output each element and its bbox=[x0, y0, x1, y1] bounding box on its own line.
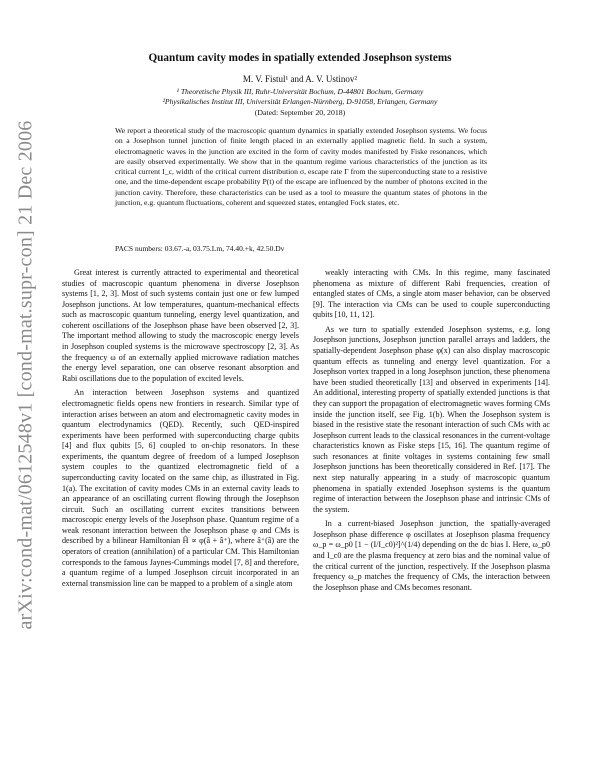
paper-title: Quantum cavity modes in spatially extended Josephson systems bbox=[148, 52, 452, 64]
abstract: We report a theoretical study of the macroscopic quantum dynamics in spatially extended Josephson systems. We focus on a Josephson tunnel junction of finite length placed in an externally applied magnetic field. In such a system, electromagnetic waves in the junction are excited in the form of cavity modes manifested by Fiske resonances, which are easily observed experimentally. We show that in the quantum regime various characteristics of the junction as its critical current I_c, width of the critical current distribution σ, escape rate Γ from the superconducting state to a resistive one, and the time-dependent escape probability P(t) of the escape are influenced by the number of photons excited in the junction cavity. Therefore, these characteristics can be used as a tool to measure the quantum states of photons in the junction, e.g. quantum fluctuations, coherent and squeezed states, entangled Fock states, etc. bbox=[115, 126, 487, 208]
paragraph: In a current-biased Josephson junction, the spatially-averaged Josephson phase difference φ oscillates at Josephson plasma frequency ω_p = ω_p0 [1 − (I/I_c0)²]^(1/4) depending on the dc bias I. Here, ω_p0 and I_c0 are the plasma frequency at zero bias and the nominal value of the critical current of the junction, respectively. If the Josephson plasma frequency ω_p matches the frequency of CMs, the interaction between the Josephson phase and CMs becomes resonant. bbox=[313, 519, 550, 592]
arxiv-stamp bbox=[6, 120, 46, 630]
paragraph: As we turn to spatially extended Josephson systems, e.g. long Josephson junctions, Josephson junction parallel arrays and ladders, the spatially-dependent Josephson phase φ(x) can also display macroscopic quantum effects as tunneling and energy level quantization. For a Josephson vortex trapped in a long Josephson junction, these phenomena have been studied theoretically [13] and observed in experiments [14]. An additional, interesting property of spatially extended junctions is that they can support the propagation of electromagnetic waves forming CMs inside the junction itself, see Fig. 1(b). When the Josephson system is biased in the resistive state the resonant interaction of such CMs with ac Josephson current leads to the classical resonances in the current-voltage characteristics known as Fiske steps [15, 16]. The quantum regime of such resonances at finite voltages in systems containing few small Josephson junctions has been theoretically considered in Ref. [17]. The next step naturally appearing in a study of macroscopic quantum phenomena in spatially extended Josephson systems is the quantum regime of interaction between the Josephson phase and intrinsic CMs of the system. bbox=[313, 324, 550, 514]
paragraph: Great interest is currently attracted to experimental and theoretical studies of macroscopic quantum phenomena in diverse Josephson systems [1, 2, 3]. Most of such systems contain just one or few lumped Josephson junctions. At low temperatures, quantum-mechanical effects such as macroscopic quantum tunneling, energy level quantization, and coherent oscillations of the Josephson phase have been observed [2, 3]. The important method allowing to study the macroscopic energy levels in Josephson coupled systems is the microwave spectroscopy [2, 3]. As the frequency ω of an externally applied microwave radiation matches the energy level separation, one can observe resonant absorption and Rabi oscillations due to the population of excited levels. bbox=[62, 268, 299, 383]
paragraph: An interaction between Josephson systems and quantized electromagnetic fields opens new frontiers in research. Similar type of interaction arises between an atom and electromagnetic cavity modes in quantum electrodynamics (QED). Recently, such QED-inspired experiments have been performed with superconducting charge qubits [4] and flux qubits [5, 6] coupled to on-chip resonators. In these experiments, the quantum degree of freedom of a lumped Josephson system couples to the quantized electromagnetic field of a superconducting cavity located on the same chip, as illustrated in Fig. 1(a). The excitation of cavity modes CMs in an external cavity leads to an appearance of an oscillating current flowing through the Josephson circuit. Such an oscillating current excites transitions between macroscopic energy levels of the Josephson phase. Quantum regime of a weak resonant interaction between the Josephson phase φ and CMs is described by a bilinear Hamiltonian Ĥ ∝ φ(â + â⁺), where â⁺(â) are the operators of creation (annihilation) of a particular CM. This Hamiltonian corresponds to the famous Jaynes-Cummings model [7, 8] and therefore, a quantum regime of a lumped Josephson circuit incorporated in an external transmission line can be mapped to a problem of a single atom bbox=[62, 388, 299, 588]
affiliation-2: ²Physikalisches Institut III, Universität Erlangen-Nürnberg, D-91058, Erlangen, Germany bbox=[162, 97, 438, 106]
date-line: (Dated: September 20, 2018) bbox=[254, 108, 346, 117]
pacs-numbers: PACS numbers: 03.67.-a, 03.75.Lm, 74.40.+k, 42.50.Dv bbox=[115, 244, 285, 253]
affiliation-1: ¹ Theoretische Physik III, Ruhr-Universität Bochum, D-44801 Bochum, Germany bbox=[176, 87, 424, 96]
authors: M. V. Fistul¹ and A. V. Ustinov² bbox=[242, 74, 358, 84]
paragraph: weakly interacting with CMs. In this regime, many fascinated phenomena as mixture of different Rabi frequencies, creation of entangled states of CMs, a single atom maser behavior, can be observed [9]. The interaction via CMs can be used to couple superconducting qubits [10, 11, 12]. bbox=[313, 268, 550, 320]
right-column bbox=[313, 268, 550, 593]
arxiv-stamp-text: arXiv:cond-mat/0612548v1 [cond-mat.supr-con] 21 Dec 2006 bbox=[14, 120, 37, 630]
left-column bbox=[62, 268, 299, 589]
